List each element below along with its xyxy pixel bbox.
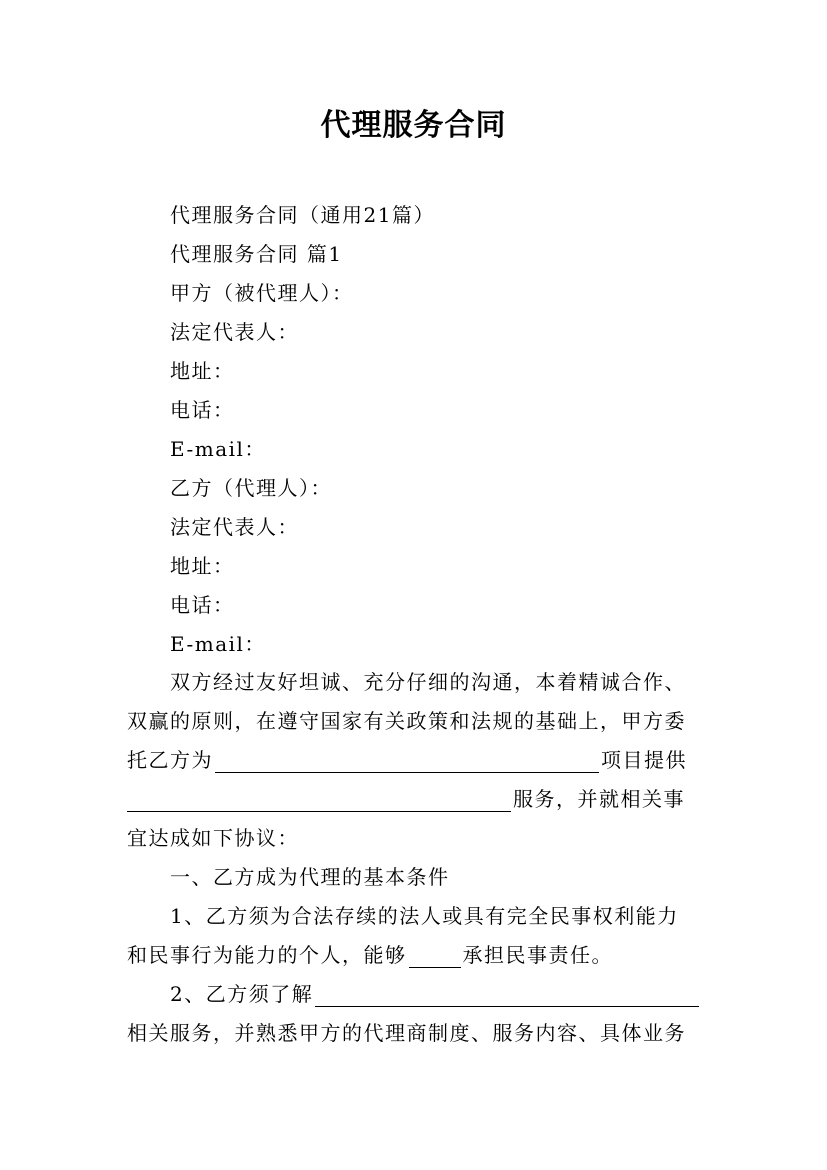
clause-1-line-2-start: 和民事行为能力的个人，能够 xyxy=(127,943,407,967)
section-1-heading: 一、乙方成为代理的基本条件 xyxy=(170,865,450,889)
heading-general: 代理服务合同（通用21篇） xyxy=(170,203,435,227)
intro-line-3 xyxy=(127,744,687,773)
party-b-address: 地址： xyxy=(170,554,235,578)
heading-article: 代理服务合同 篇1 xyxy=(170,242,343,266)
document-title: 代理服务合同 xyxy=(320,108,507,143)
party-a-phone: 电话： xyxy=(170,398,235,422)
clause-2-line-1-start: 2、乙方须了解 xyxy=(170,982,314,1006)
party-b-representative: 法定代表人： xyxy=(170,515,299,539)
project-name-blank xyxy=(215,752,599,773)
party-a-label: 甲方（被代理人）： xyxy=(170,281,354,305)
intro-line-4-end: 服务，并就相关事 xyxy=(513,787,685,811)
service-name-blank xyxy=(127,791,511,812)
clause-1-line-2-end: 承担民事责任。 xyxy=(462,943,613,967)
intro-line-4 xyxy=(127,783,685,812)
party-a-email: E-mail： xyxy=(170,437,266,461)
clause-1-line-2 xyxy=(127,939,613,968)
party-a-representative: 法定代表人： xyxy=(170,320,299,344)
intro-line-2: 双赢的原则，在遵守国家有关政策和法规的基础上，甲方委 xyxy=(127,709,686,733)
clause-2-line-1 xyxy=(170,978,701,1007)
intro-line-1: 双方经过友好坦诚、充分仔细的沟通，本着精诚合作、 xyxy=(170,670,686,694)
party-b-email: E-mail： xyxy=(170,632,266,656)
party-b-label: 乙方（代理人）： xyxy=(170,476,332,500)
party-b-phone: 电话： xyxy=(170,593,235,617)
intro-line-3-start: 托乙方为 xyxy=(127,748,213,772)
clause-2-blank xyxy=(315,986,699,1007)
party-a-address: 地址： xyxy=(170,359,235,383)
capacity-blank xyxy=(409,947,461,968)
clause-2-line-2: 相关服务，并熟悉甲方的代理商制度、服务内容、具体业务 xyxy=(127,1021,686,1045)
clause-1-line-1: 1、乙方须为合法存续的法人或具有完全民事权利能力 xyxy=(170,904,679,928)
intro-line-5: 宜达成如下协议： xyxy=(127,826,299,850)
intro-line-3-end: 项目提供 xyxy=(601,748,687,772)
